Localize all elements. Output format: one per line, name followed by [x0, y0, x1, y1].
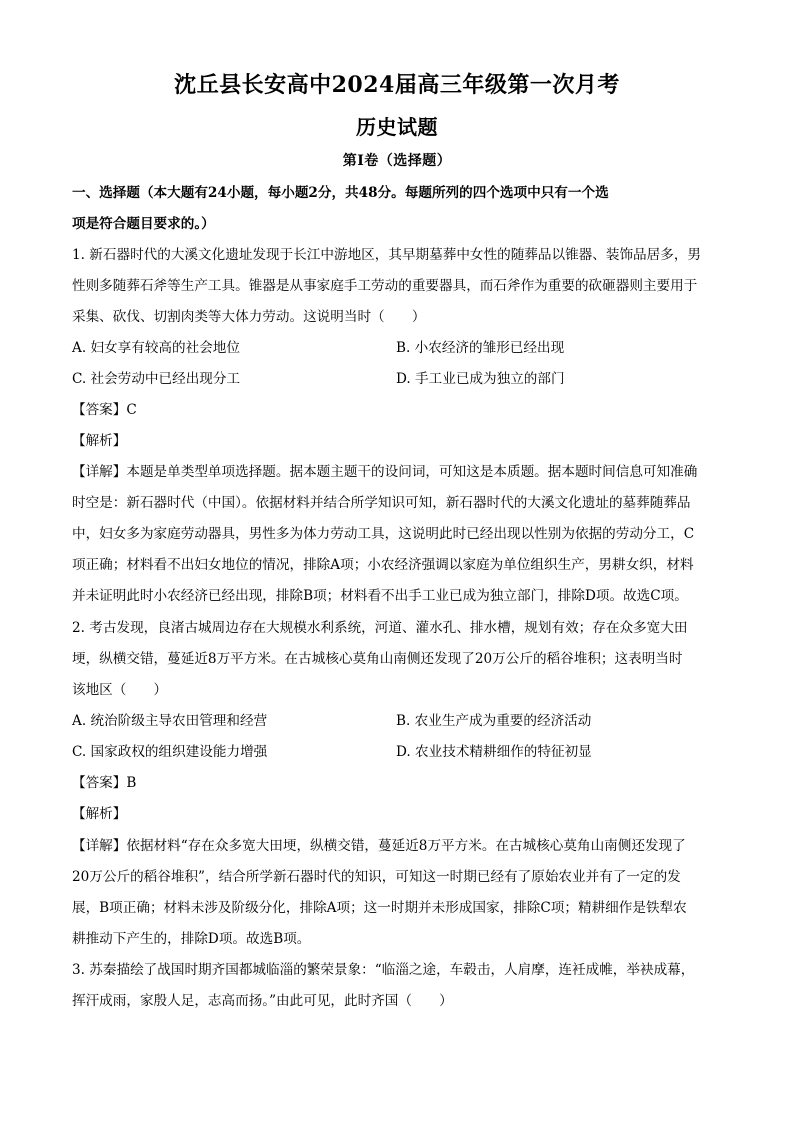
q2-stem-line: 2. 考古发现，良渚古城周边存在大规模水利系统，河道、灌水孔、排水槽，规划有效；存在众多宽大田 [72, 620, 688, 636]
q1-detail-line: 中，妇女多为家庭劳动器具，男性多为体力劳动工具，这说明此时已经出现以性别为依据的劳动分工，C [72, 526, 695, 542]
q1-option-a: A. 妇女享有较高的社会地位 [72, 340, 240, 356]
q2-detail-line: 20万公斤的稻谷堆积”，结合所学新石器时代的知识，可知这一时期已经有了原始农业并有了一定的发 [72, 869, 681, 885]
q1-option-c: C. 社会劳动中已经出现分工 [72, 371, 241, 387]
q1-option-d: D. 手工业已成为独立的部门 [396, 371, 565, 387]
q1-detail-line: 时空是：新石器时代（中国）。依据材料并结合所学知识可知，新石器时代的大溪文化遗址的墓葬随葬品 [72, 495, 691, 511]
q1-option-b: B. 小农经济的雏形已经出现 [396, 340, 565, 356]
q3-stem-line: 3. 苏秦描绘了战国时期齐国都城临淄的繁荣景象：“临淄之途，车毂击，人肩摩，连衽成帷，举袂成幕， [72, 962, 695, 978]
q1-detail-line: 项正确；材料看不出妇女地位的情况，排除A项；小农经济强调以家庭为单位组织生产，男耕女织，材料 [72, 557, 694, 573]
q1-detail-line: 【详解】本题是单类型单项选择题。据本题主题干的设问词，可知这是本质题。据本题时间信息可知准确 [72, 464, 698, 480]
q2-option-a: A. 统治阶级主导农田管理和经营 [72, 713, 268, 729]
q2-stem-line: 该地区（ ） [72, 682, 168, 698]
q1-stem-line: 性则多随葬石斧等生产工具。锥器是从事家庭手工劳动的重要器具，而石斧作为重要的砍砸器则主要用于 [72, 278, 698, 294]
q2-detail-line: 耕推动下产生的，排除D项。故选B项。 [72, 931, 311, 947]
volume-title: 第Ⅰ卷（选择题） [342, 153, 452, 169]
q2-option-d: D. 农业技术精耕细作的特征初显 [396, 744, 592, 760]
q2-analysis-label: 【解析】 [72, 806, 127, 822]
section-instructions: 一、选择题（本大题有24小题，每小题2分，共48分。每题所列的四个选项中只有一个选 [72, 185, 609, 201]
q2-detail-line: 【详解】依据材料“存在众多宽大田埂，纵横交错，蔓延近8万平方米。在古城核心莫角山南侧还发现了 [72, 838, 686, 854]
q1-stem-line: 1. 新石器时代的大溪文化遗址发现于长江中游地区，其早期墓葬中女性的随葬品以锥器、装饰品居多，男 [72, 247, 702, 263]
q3-stem-line: 挥汗成雨，家殷人足，志高而扬。”由此可见，此时齐国（ ） [72, 993, 453, 1009]
q1-analysis-label: 【解析】 [72, 433, 127, 449]
q1-answer: 【答案】C [72, 402, 137, 418]
q2-detail-line: 展，B项正确；材料未涉及阶级分化，排除A项；这一时期并未形成国家，排除C项；精耕细作是铁犁农 [72, 900, 687, 916]
section-instructions-cont: 项是符合题目要求的。） [72, 216, 215, 232]
subject-title: 历史试题 [356, 115, 438, 139]
q1-stem-line: 采集、砍伐、切割肉类等大体力劳动。这说明当时（ ） [72, 309, 426, 325]
exam-title: 沈丘县长安高中2024届高三年级第一次月考 [174, 72, 620, 98]
q2-option-c: C. 国家政权的组织建设能力增强 [72, 744, 268, 760]
q2-stem-line: 埂，纵横交错，蔓延近8万平方米。在古城核心莫角山南侧还发现了20万公斤的稻谷堆积；这表明当时 [72, 651, 683, 667]
q2-answer: 【答案】B [72, 775, 137, 791]
q1-detail-line: 并未证明此时小农经济已经出现，排除B项；材料看不出手工业已成为独立部门，排除D项。故选C项。 [72, 588, 688, 604]
q2-option-b: B. 农业生产成为重要的经济活动 [396, 713, 592, 729]
